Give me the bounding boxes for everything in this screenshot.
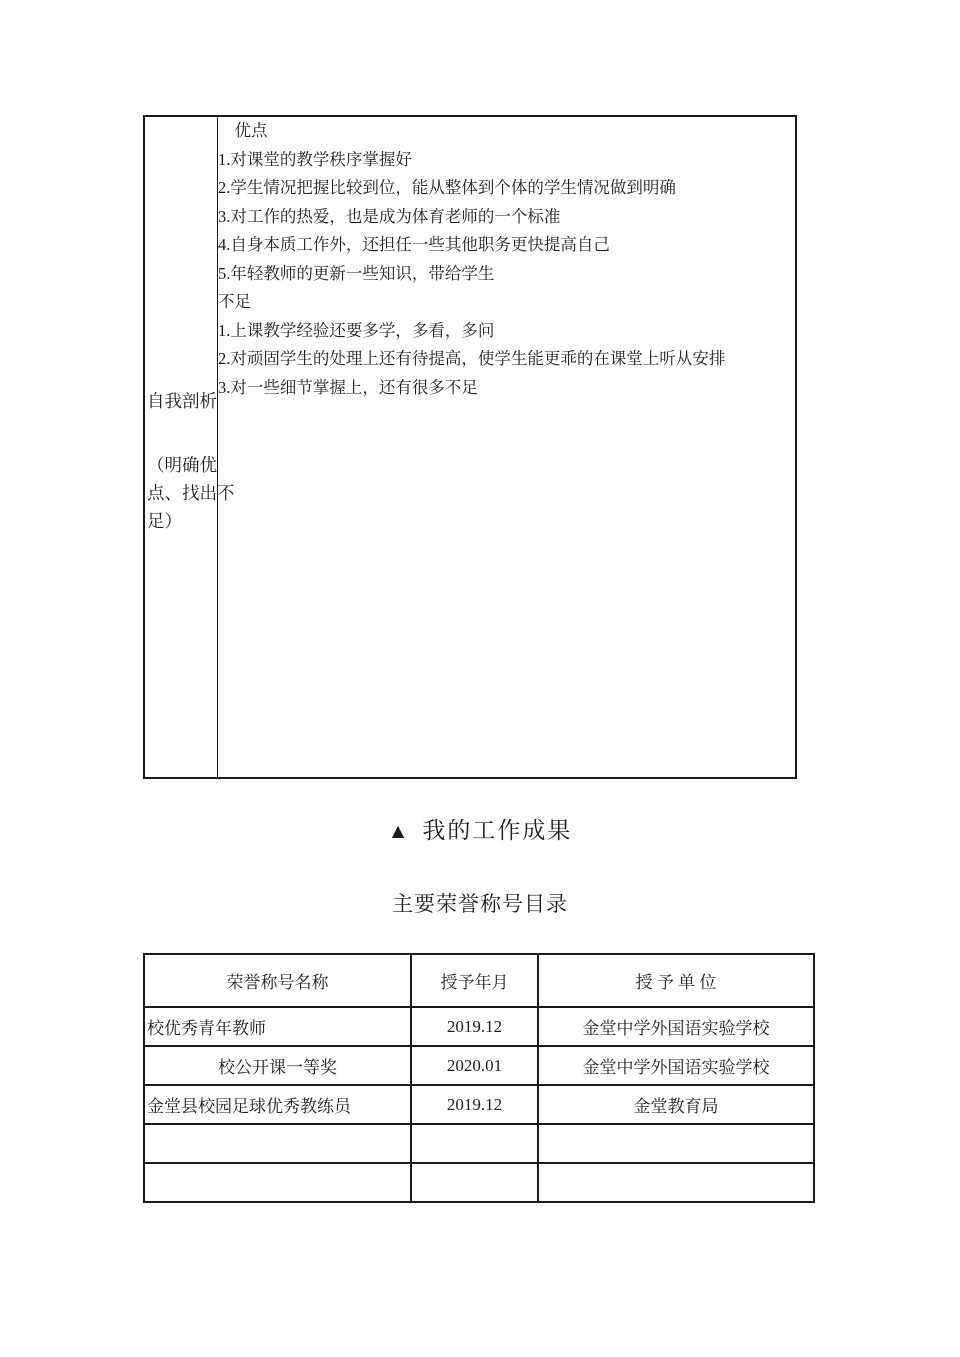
self-analysis-note: （明确优点、找出不足） [147, 455, 235, 531]
honor-unit-cell [538, 1124, 814, 1163]
analysis-line: 3.对工作的热爱，也是成为体育老师的一个标准 [218, 206, 561, 226]
analysis-line: 不足 [218, 292, 251, 311]
honor-date-cell: 2020.01 [411, 1046, 538, 1085]
analysis-line: 1.上课教学经验还要多学，多看，多问 [218, 320, 495, 340]
honor-date-cell: 2019.12 [411, 1007, 538, 1046]
honors-row-empty [144, 1163, 814, 1202]
self-analysis-title: 自我剖析 [147, 391, 217, 411]
analysis-line: 3.对一些细节掌握上，还有很多不足 [218, 377, 478, 397]
analysis-line: 2.对顽固学生的处理上还有待提高，使学生能更乖的在课堂上听从安排 [218, 349, 726, 368]
self-analysis-content-cell [218, 116, 797, 778]
honor-name-cell: 校优秀青年教师 [144, 1007, 411, 1046]
honor-date-cell: 2019.12 [411, 1085, 538, 1124]
honors-header-date: 授予年月 [411, 954, 538, 1007]
analysis-line: 优点 [218, 121, 268, 140]
honors-header-unit: 授 予 单 位 [538, 954, 814, 1007]
section-heading-text: 我的工作成果 [422, 818, 573, 843]
triangle-marker-icon: ▲ [387, 819, 409, 843]
honors-header-row [144, 954, 814, 1007]
self-analysis-label-cell [144, 116, 235, 778]
honors-row [144, 1046, 814, 1085]
honor-date-cell [411, 1124, 538, 1163]
honors-row [144, 1007, 814, 1046]
honor-unit-cell: 金堂教育局 [538, 1085, 814, 1124]
honor-unit-cell: 金堂中学外国语实验学校 [538, 1046, 814, 1085]
honor-unit-cell: 金堂中学外国语实验学校 [538, 1007, 814, 1046]
honor-name-cell [144, 1163, 411, 1202]
honor-date-cell [411, 1163, 538, 1202]
analysis-line: 1.对课堂的教学秩序掌握好 [218, 149, 412, 169]
analysis-line: 4.自身本质工作外，还担任一些其他职务更快提高自己 [218, 235, 610, 254]
honor-name-cell [144, 1124, 411, 1163]
self-analysis-row [144, 116, 796, 778]
honors-row-empty [144, 1124, 814, 1163]
self-analysis-table [143, 115, 797, 779]
section-heading [0, 812, 960, 845]
analysis-line: 5.年轻教师的更新一些知识，带给学生 [218, 263, 495, 283]
honor-unit-cell [538, 1163, 814, 1202]
honors-row [144, 1085, 814, 1124]
analysis-line: 2.学生情况把握比较到位，能从整体到个体的学生情况做到明确 [218, 178, 676, 197]
honors-header-name: 荣誉称号名称 [144, 954, 411, 1007]
subsection-heading: 主要荣誉称号目录 [392, 892, 568, 916]
honors-table [143, 953, 815, 1203]
honor-name-cell: 金堂县校园足球优秀教练员 [144, 1085, 411, 1124]
honor-name-cell: 校公开课一等奖 [144, 1046, 411, 1085]
